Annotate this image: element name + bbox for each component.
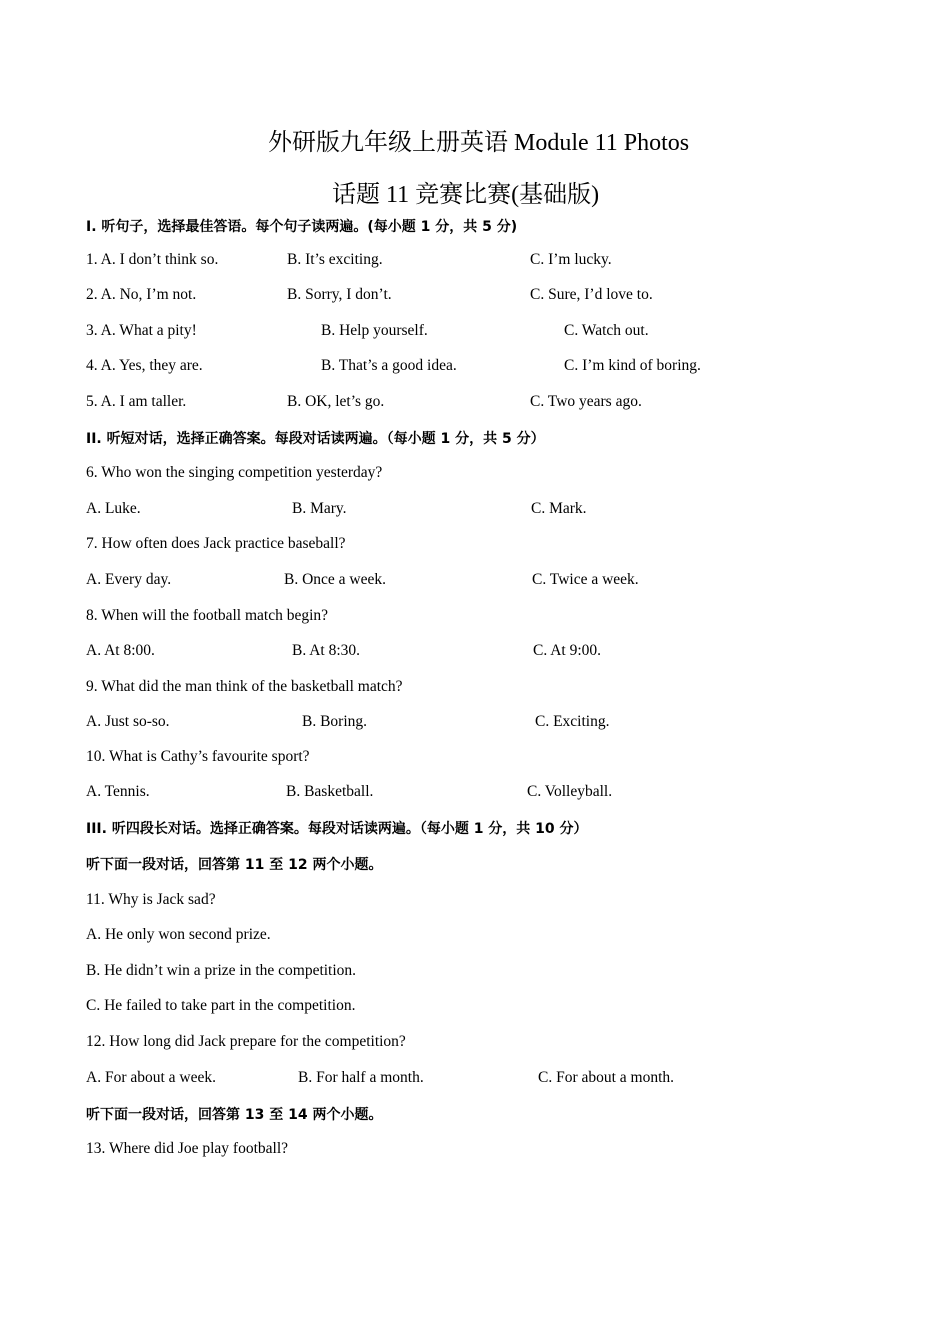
q6-option-b: B. Mary. — [292, 500, 347, 517]
q12-option-c: C. For about a month. — [538, 1069, 675, 1086]
q3-option-a: 3. A. What a pity! — [86, 322, 197, 339]
q9-option-b: B. Boring. — [302, 713, 368, 730]
section-2-heading: II. 听短对话，选择正确答案。每段对话读两遍。（每小题 1 分，共 5 分） — [86, 431, 545, 447]
q11-option-c: C. He failed to take part in the competition. — [86, 997, 356, 1014]
section-3-instruction-b: 听下面一段对话，回答第 13 至 14 两个小题。 — [86, 1107, 383, 1123]
q1-option-b: B. It’s exciting. — [287, 251, 383, 268]
section-1-heading: I. 听句子，选择最佳答语。每个句子读两遍。(每小题 1 分，共 5 分) — [86, 219, 518, 235]
q6-option-c: C. Mark. — [531, 500, 587, 517]
q11-question: 11. Why is Jack sad? — [86, 891, 216, 908]
q9-option-c: C. Exciting. — [535, 713, 610, 730]
q2-option-b: B. Sorry, I don’t. — [287, 286, 392, 303]
q13-question: 13. Where did Joe play football? — [86, 1140, 289, 1157]
q11-option-a: A. He only won second prize. — [86, 926, 271, 943]
q8-option-b: B. At 8:30. — [292, 642, 361, 659]
q7-option-c: C. Twice a week. — [532, 571, 639, 588]
q12-question: 12. How long did Jack prepare for the competition? — [86, 1033, 406, 1050]
q11-option-b: B. He didn’t win a prize in the competition. — [86, 962, 357, 979]
q6-question: 6. Who won the singing competition yesterday? — [86, 464, 383, 481]
q3-option-c: C. Watch out. — [564, 322, 649, 339]
q8-option-c: C. At 9:00. — [533, 642, 602, 659]
q4-option-b: B. That’s a good idea. — [321, 357, 457, 374]
q5-option-a: 5. A. I am taller. — [86, 393, 187, 410]
q2-option-c: C. Sure, I’d love to. — [530, 286, 653, 303]
q10-option-b: B. Basketball. — [286, 783, 374, 800]
q10-option-a: A. Tennis. — [86, 783, 150, 800]
section-3-instruction-a: 听下面一段对话，回答第 11 至 12 两个小题。 — [86, 857, 383, 873]
q7-option-b: B. Once a week. — [284, 571, 386, 588]
q9-option-a: A. Just so-so. — [86, 713, 170, 730]
q2-option-a: 2. A. No, I’m not. — [86, 286, 197, 303]
q4-option-c: C. I’m kind of boring. — [564, 357, 701, 374]
document-subtitle: 话题 11 竞赛比赛(基础版) — [332, 182, 600, 208]
q6-option-a: A. Luke. — [86, 500, 141, 517]
document-title: 外研版九年级上册英语 Module 11 Photos — [268, 130, 690, 156]
q10-option-c: C. Volleyball. — [527, 783, 613, 800]
q4-option-a: 4. A. Yes, they are. — [86, 357, 203, 374]
q5-option-c: C. Two years ago. — [530, 393, 642, 410]
q5-option-b: B. OK, let’s go. — [287, 393, 385, 410]
q9-question: 9. What did the man think of the basketball match? — [86, 678, 403, 695]
q3-option-b: B. Help yourself. — [321, 322, 428, 339]
q7-option-a: A. Every day. — [86, 571, 172, 588]
q12-option-a: A. For about a week. — [86, 1069, 216, 1086]
q8-question: 8. When will the football match begin? — [86, 607, 329, 624]
q1-option-a: 1. A. I don’t think so. — [86, 251, 219, 268]
q12-option-b: B. For half a month. — [298, 1069, 424, 1086]
q10-question: 10. What is Cathy’s favourite sport? — [86, 748, 310, 765]
q7-question: 7. How often does Jack practice baseball? — [86, 535, 346, 552]
q1-option-c: C. I’m lucky. — [530, 251, 612, 268]
q8-option-a: A. At 8:00. — [86, 642, 155, 659]
section-3-heading: III. 听四段长对话。选择正确答案。每段对话读两遍。（每小题 1 分，共 10 分） — [86, 821, 588, 837]
